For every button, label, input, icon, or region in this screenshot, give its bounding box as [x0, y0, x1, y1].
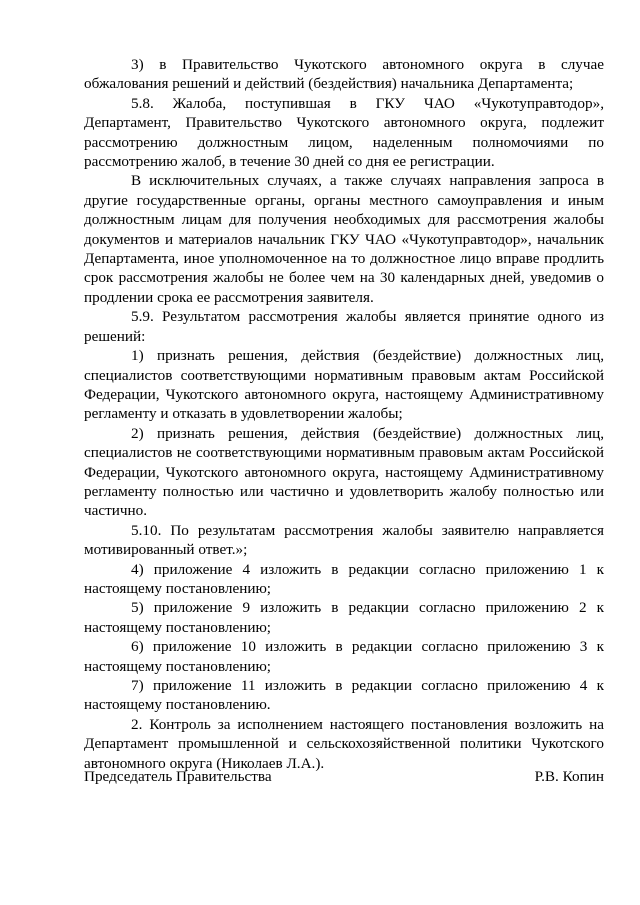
paragraph-item-7: 7) приложение 11 изложить в редакции согласно приложению 4 к настоящему постановлению. [84, 677, 604, 714]
paragraph-decision-1: 1) признать решения, действия (бездействие) должностных лиц, специалистов соответствующими нормативным правовым актам Российской Федерации, Чукотского автономного округа, настоящему Административному регламенту и отказать в удовлетворении жалобы; [84, 347, 604, 423]
paragraph-exceptional-cases: В исключительных случаях, а также случаях направления запроса в другие государственные органы, органы местного самоуправления и иным должностным лицам для получения необходимых для рассмотрения жалобы документов и материалов начальник ГКУ ЧАО «Чукотуправтодор», начальник Департамента, иное уполномоченное на то должностное лицо вправе продлить срок рассмотрения жалобы не более чем на 30 календарных дней, уведомив о продлении срока ее рассмотрения заявителя. [84, 172, 604, 306]
document-body [84, 55, 604, 773]
signatory-name: Р.В. Копин [534, 768, 604, 785]
paragraph-5-8: 5.8. Жалоба, поступившая в ГКУ ЧАО «Чукотуправтодор», Департамент, Правительство Чукотского автономного округа, подлежит рассмотрению должностным лицом, наделенным полномочиями по рассмотрению жалоб, в течение 30 дней со дня ее регистрации. [84, 94, 604, 171]
paragraph-item-5: 5) приложение 9 изложить в редакции согласно приложению 2 к настоящему постановлению; [84, 599, 604, 636]
paragraph-5-9: 5.9. Результатом рассмотрения жалобы является принятие одного из решений: [84, 308, 604, 345]
paragraph-item-4: 4) приложение 4 изложить в редакции согласно приложению 1 к настоящему постановлению; [84, 560, 604, 597]
paragraph-item-3: 3) в Правительство Чукотского автономного округа в случае обжалования решений и действий (бездействия) начальника Департамента; [84, 56, 604, 93]
paragraph-5-10: 5.10. По результатам рассмотрения жалобы заявителю направляется мотивированный ответ.»; [84, 521, 604, 559]
paragraph-item-6: 6) приложение 10 изложить в редакции согласно приложению 3 к настоящему постановлению; [84, 638, 604, 675]
signatory-position: Председатель Правительства [84, 768, 272, 785]
paragraph-decision-2: 2) признать решения, действия (бездействие) должностных лиц, специалистов не соответствующими нормативным правовым актам Российской Федерации, Чукотского автономного округа, настоящему Административному регламенту полностью или частично и удовлетворить жалобу полностью или частично. [84, 424, 604, 520]
signature-block [84, 767, 604, 786]
paragraph-control: 2. Контроль за исполнением настоящего постановления возложить на Департамент промышленной и сельскохозяйственной политики Чукотского автономного округа (Николаев Л.А.). [84, 715, 604, 772]
